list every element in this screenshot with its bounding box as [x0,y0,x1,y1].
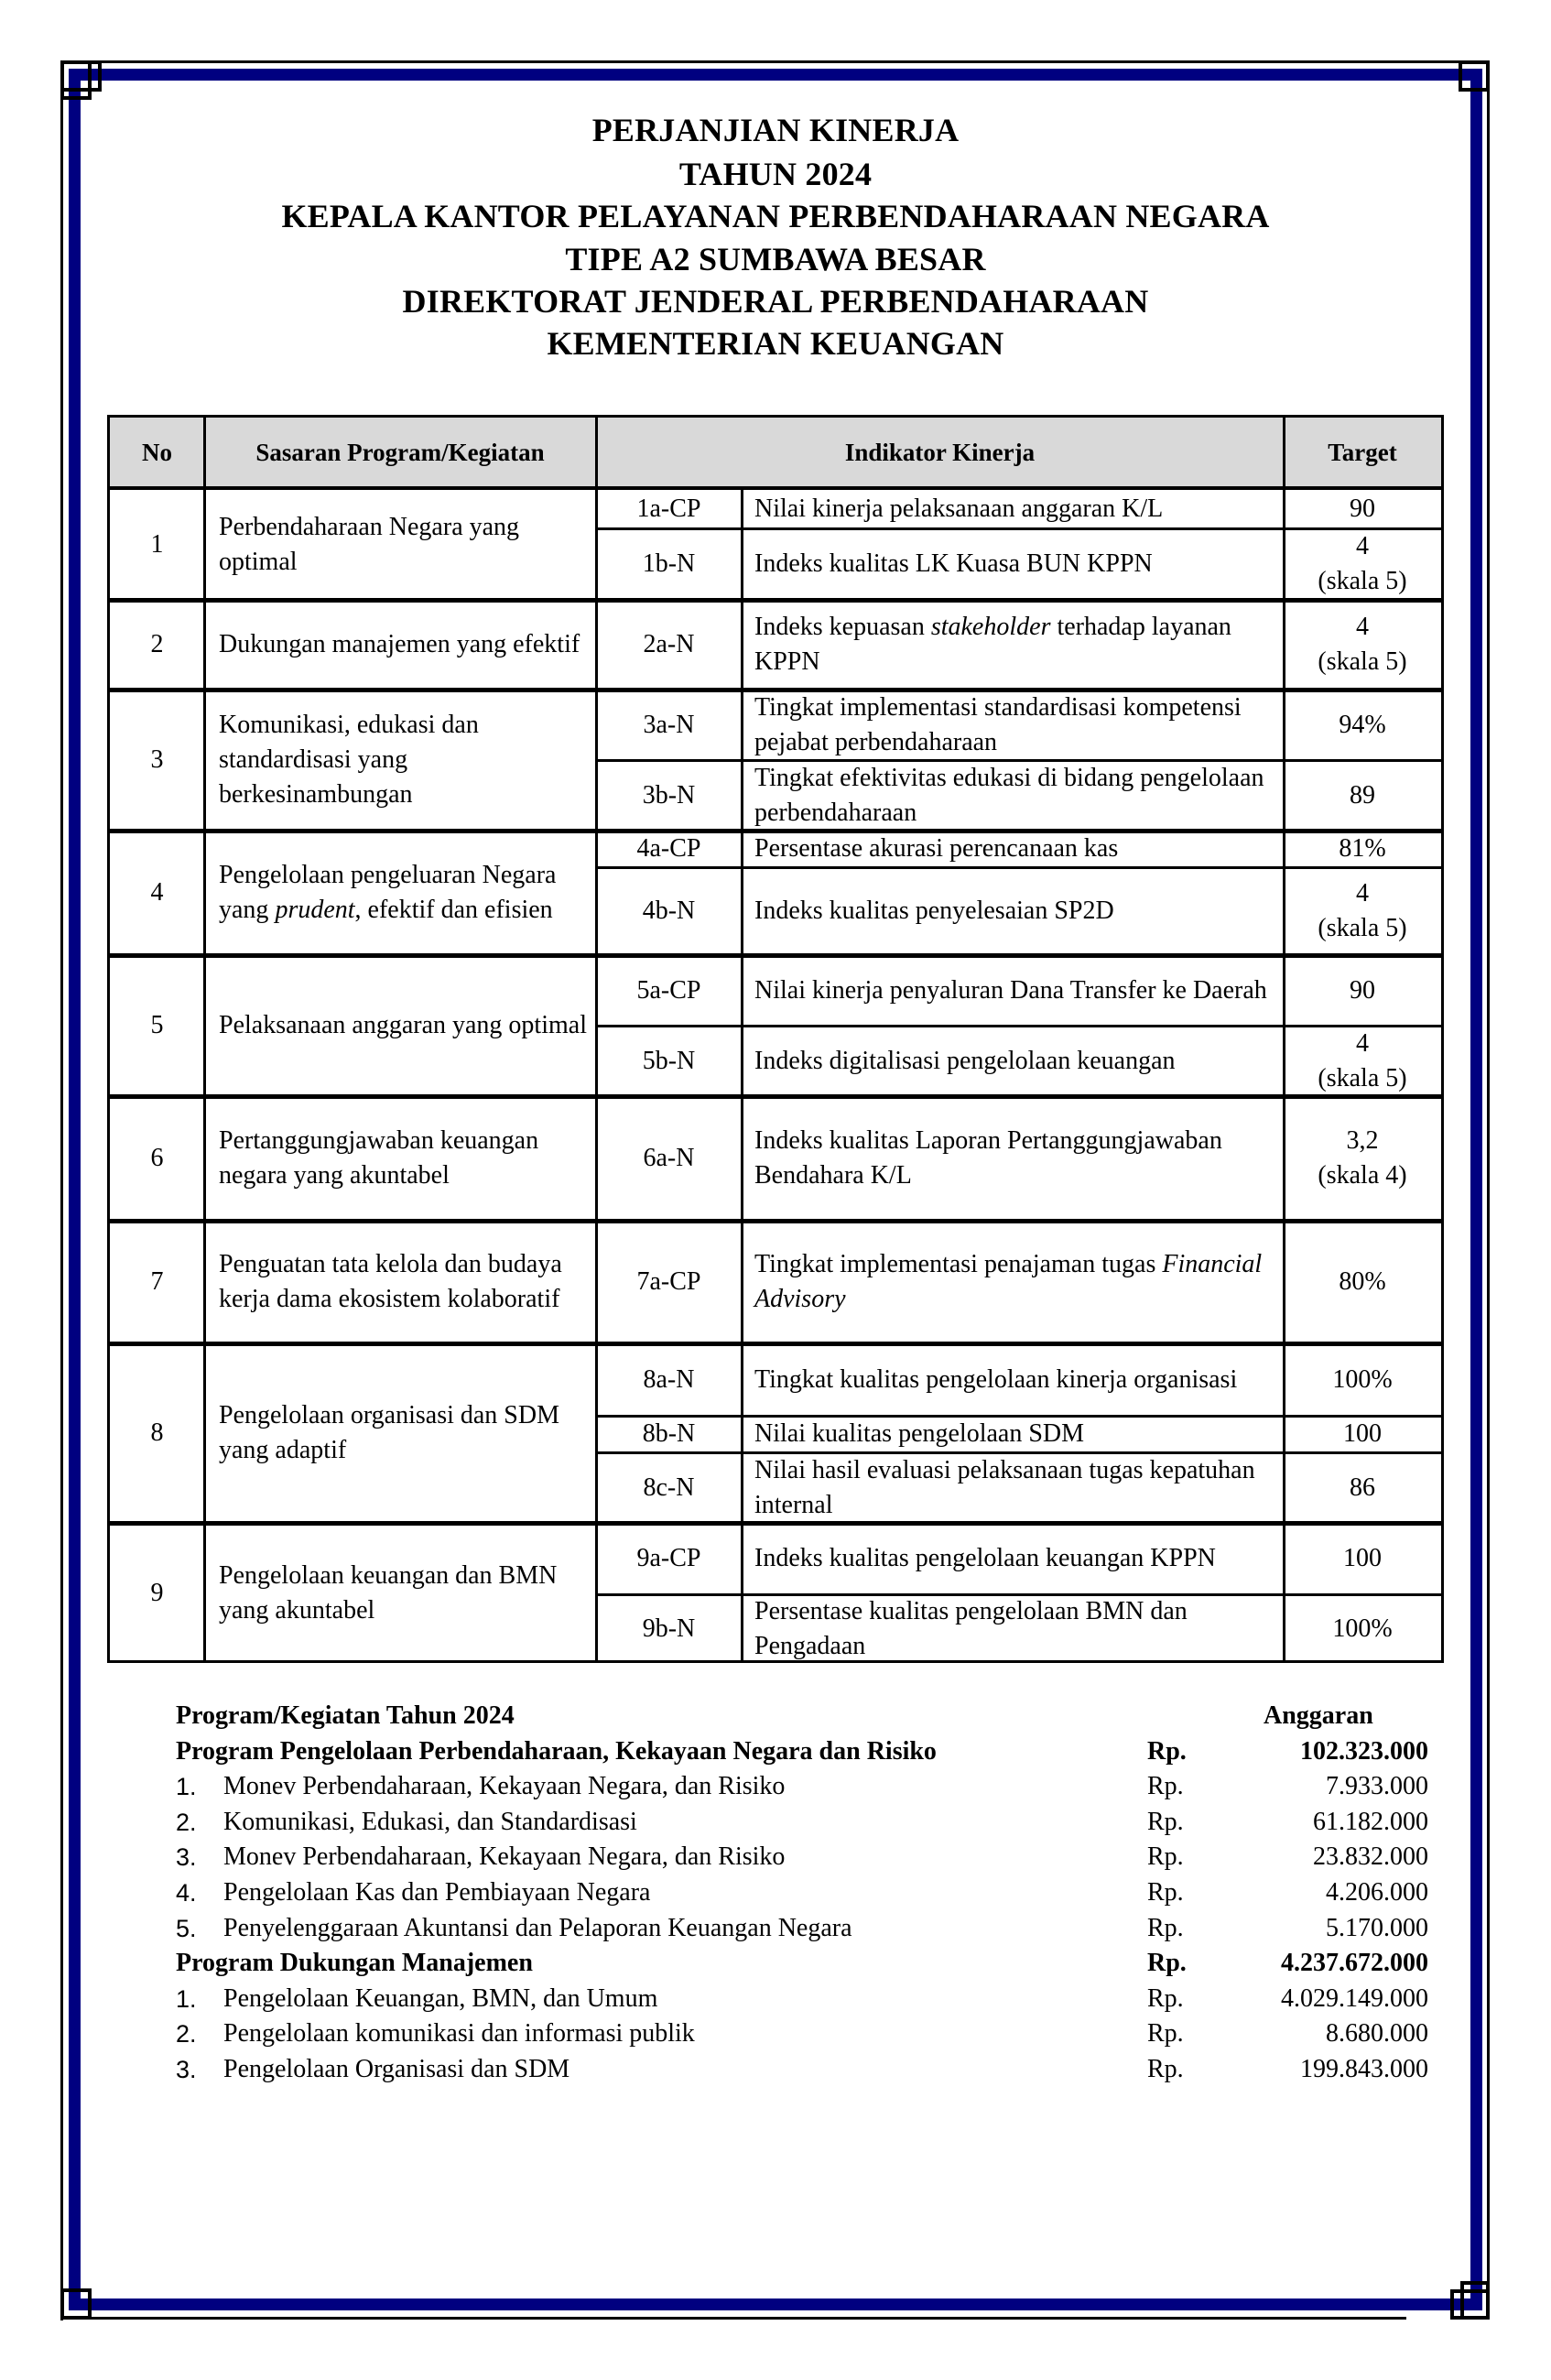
target-value: 89 [1350,780,1375,810]
target-scale-note: (skala 5) [1318,914,1407,942]
currency-label: Rp. [1147,1878,1184,1907]
activity-name: Pengelolaan Kas dan Pembiayaan Negara [223,1878,651,1907]
target-cell [1284,760,1441,831]
indicator-text-part: Tingkat implementasi penajaman tugas [754,1250,1163,1278]
column-header-sasaran: Sasaran Program/Kegiatan [255,438,545,466]
sasaran-cell [204,690,596,831]
indicator-text: Nilai hasil evaluasi pelaksanaan tugas kepatuhan internal [754,1455,1255,1519]
sasaran-text: Pertanggungjawaban keuangan negara yang akuntabel [219,1126,539,1190]
target-cell [1284,490,1441,528]
table-header-row [110,418,1441,490]
corner-ornament-top-left-c [60,89,92,100]
indicator-text-cell [742,690,1284,760]
activity-number: 4. [176,1879,197,1907]
target-cell [1284,1416,1441,1452]
corner-ornament-bottom-right-b [1450,2289,1463,2320]
sasaran-text: Pengelolaan organisasi dan SDM yang adaptif [219,1401,559,1464]
budget-amount: 8.680.000 [1326,2019,1428,2048]
currency-label: Rp. [1147,1949,1187,1977]
sasaran-text: Perbendaharaan Negara yang optimal [219,513,520,576]
target-cell [1284,831,1441,867]
column-header-target: Target [1328,438,1397,466]
column-divider [595,418,598,1663]
indicator-text [754,610,1276,679]
target-value: 90 [1350,494,1375,523]
currency-label: Rp. [1147,1737,1187,1766]
budget-amount: 5.170.000 [1326,1914,1428,1942]
indicator-text-cell [742,1343,1284,1416]
budget-activity-row [176,1840,1430,1875]
currency-label: Rp. [1147,1772,1184,1800]
border-navy-right [1470,69,1482,2310]
currency-label: Rp. [1147,2019,1184,2048]
target-scale-note: (skala 5) [1318,1063,1407,1092]
indicator-text-cell [742,528,1284,600]
currency-label: Rp. [1147,2055,1184,2083]
title-line-3: KEPALA KANTOR PELAYANAN PERBENDAHARAAN NEGARA [281,198,1270,234]
target-value: 4 [1356,1028,1369,1058]
activity-number: 3. [176,1843,197,1871]
indicator-text: Indeks kualitas penyelesaian SP2D [754,897,1114,925]
target-scale-note: (skala 4) [1318,1161,1407,1190]
budget-amount: 4.206.000 [1326,1878,1428,1907]
title-line-2: TAHUN 2024 [678,156,873,192]
border-bottom-line [60,2317,1406,2320]
target-value: 4 [1356,532,1369,560]
indicator-text-cell [742,1026,1284,1096]
program-name: Program Pengelolaan Perbendaharaan, Kekayaan Negara dan Risiko [176,1737,937,1766]
budget-amount-heading: Anggaran [1264,1701,1373,1730]
sasaran-cell [204,1523,596,1663]
indicator-text: Tingkat kualitas pengelolaan kinerja organisasi [754,1364,1238,1394]
indicator-code: 1a-CP [636,494,701,523]
activity-name: Monev Perbendaharaan, Kekayaan Negara, dan Risiko [223,1842,786,1871]
column-header-indikator: Indikator Kinerja [844,438,1036,466]
indicator-text: Indeks kualitas LK Kuasa BUN KPPN [754,549,1153,578]
target-cell [1284,690,1441,760]
sasaran-text: Pengelolaan keuangan dan BMN yang akuntabel [219,1560,558,1625]
title-line-1: PERJANJIAN KINERJA [591,112,960,148]
indicator-code: 9a-CP [636,1544,701,1572]
indicator-code: 8a-N [643,1364,695,1394]
column-divider [741,490,743,1663]
indicator-code: 2a-N [643,630,695,658]
activity-name: Pengelolaan komunikasi dan informasi publik [223,2019,695,2048]
sasaran-text [219,858,587,928]
target-cell [1284,1594,1441,1663]
target-value: 90 [1350,975,1375,1005]
indicator-code: 3a-N [643,710,695,739]
column-divider [203,418,206,1663]
indicator-text-cell [742,1452,1284,1523]
activity-number: 2. [176,2020,197,2048]
title-line-4: TIPE A2 SUMBAWA BESAR [565,241,986,277]
sasaran-cell [204,831,596,955]
indicator-text-cell [742,831,1284,867]
indicator-code: 3b-N [642,780,696,810]
budget-amount: 102.323.000 [1300,1737,1428,1766]
row-number: 9 [150,1578,164,1607]
indicator-text: Indeks digitalisasi pengelolaan keuangan [754,1046,1176,1075]
budget-heading: Program/Kegiatan Tahun 2024 [176,1701,515,1730]
indicator-text-part: Indeks kepuasan [754,613,931,641]
target-value: 81% [1339,834,1386,863]
indicator-code: 8c-N [643,1473,695,1502]
indicator-text-cell [742,1523,1284,1594]
indicator-text-italic: Financial Advisory [754,1250,1263,1313]
target-value: 4 [1356,879,1369,907]
currency-label: Rp. [1147,1842,1184,1871]
target-cell [1284,1221,1441,1343]
row-number: 8 [150,1418,164,1447]
indicator-text-cell [742,955,1284,1026]
indicator-text-part: terhadap layanan KPPN [754,613,1231,676]
indicator-text-cell [742,1096,1284,1221]
indicator-text-italic: stakeholder [930,613,1051,641]
indicator-text: Nilai kinerja pelaksanaan anggaran K/L [754,494,1164,523]
sasaran-cell [204,1221,596,1343]
budget-amount: 7.933.000 [1326,1772,1428,1800]
activity-name: Pengelolaan Keuangan, BMN, dan Umum [223,1984,658,2013]
target-cell [1284,867,1441,955]
target-value: 100% [1332,1364,1393,1394]
target-value: 100 [1343,1544,1382,1572]
indicator-code: 7a-CP [636,1267,701,1296]
target-value: 94% [1339,710,1386,739]
budget-activity-row [176,1911,1430,1946]
target-scale-note: (skala 5) [1318,567,1407,595]
target-cell [1284,1452,1441,1523]
sasaran-cell [204,600,596,690]
indicator-text: Nilai kinerja penyaluran Dana Transfer ke Daerah [754,975,1267,1005]
indicator-code: 4a-CP [636,834,701,863]
row-number: 1 [150,530,164,559]
sasaran-text-italic: prudent [275,896,355,924]
corner-ornament-top-left-b [89,60,102,92]
activity-name: Pengelolaan Organisasi dan SDM [223,2055,570,2083]
target-cell [1284,1523,1441,1594]
border-navy-bottom [69,2298,1482,2310]
row-number: 2 [150,630,164,658]
indicator-code: 5a-CP [636,975,701,1005]
activity-number: 5. [176,1915,197,1942]
sasaran-cell [204,1096,596,1221]
budget-amount: 23.832.000 [1313,1842,1428,1871]
indicator-text: Indeks kualitas pengelolaan keuangan KPPN [754,1544,1216,1572]
corner-ornament-top-right [1459,60,1490,92]
budget-activity-row [176,2016,1430,2051]
target-cell [1284,1343,1441,1416]
target-cell [1284,955,1441,1026]
target-cell [1284,600,1441,690]
sasaran-cell [204,1343,596,1523]
activity-number: 3. [176,2056,197,2083]
indicator-code: 1b-N [642,549,696,578]
corner-ornament-bottom-left [60,2288,92,2320]
budget-program-row [176,1734,1430,1769]
target-cell [1284,1026,1441,1096]
indicator-text: Tingkat efektivitas edukasi di bidang pengelolaan perbendaharaan [754,763,1264,827]
budget-activity-row [176,2052,1430,2087]
target-cell [1284,1096,1441,1221]
border-navy-left [69,69,81,2310]
border-right-line-lower [1487,60,1490,2282]
budget-header-row [176,1699,1430,1733]
row-number: 4 [150,878,164,907]
indicator-text [754,1247,1276,1317]
sasaran-text-part: Pengelolaan pengeluaran Negara yang [219,861,557,924]
indicator-text: Tingkat implementasi standardisasi kompetensi pejabat perbendaharaan [754,692,1242,756]
indicator-text: Persentase akurasi perencanaan kas [754,834,1119,863]
sasaran-cell [204,490,596,600]
budget-amount: 4.237.672.000 [1281,1949,1428,1977]
budget-amount: 199.843.000 [1300,2055,1428,2083]
activity-number: 1. [176,1985,197,2013]
corner-ornament-bottom-right-c [1460,2281,1490,2292]
sasaran-cell [204,955,596,1096]
row-number: 7 [150,1267,164,1296]
border-navy-top [69,69,1482,81]
column-header-no: No [142,438,172,466]
corner-ornament-bottom-right-a [1460,2289,1490,2320]
activity-name: Komunikasi, Edukasi, dan Standardisasi [223,1808,637,1836]
title-line-5: DIREKTORAT JENDERAL PERBENDAHARAAN [402,283,1149,320]
row-number: 5 [150,1011,164,1039]
budget-activity-row [176,1769,1430,1804]
program-name: Program Dukungan Manajemen [176,1949,533,1977]
budget-amount: 4.029.149.000 [1281,1984,1428,2013]
target-value: 100% [1332,1614,1393,1643]
budget-program-row [176,1946,1430,1981]
target-value: 4 [1356,613,1369,641]
budget-amount: 61.182.000 [1313,1808,1428,1836]
target-value: 80% [1339,1267,1386,1296]
column-divider [1283,418,1285,1663]
indicator-text-cell [742,1221,1284,1343]
indicator-text: Indeks kualitas Laporan Pertanggungjawaban Bendahara K/L [754,1126,1222,1190]
indicator-text: Nilai kualitas pengelolaan SDM [754,1419,1085,1448]
indicator-text-cell [742,760,1284,831]
border-top-line [99,60,1490,63]
currency-label: Rp. [1147,1914,1184,1942]
target-value: 100 [1343,1419,1382,1448]
target-value: 86 [1350,1473,1375,1502]
indicator-code: 5b-N [642,1046,696,1075]
sasaran-text: Penguatan tata kelola dan budaya kerja dama ekosistem kolaboratif [219,1250,562,1313]
target-value: 3,2 [1346,1126,1379,1155]
budget-activity-row [176,1982,1430,2016]
row-number: 3 [150,745,164,774]
indicator-text-cell [742,1594,1284,1663]
indicator-text-cell [742,600,1284,690]
activity-name: Penyelenggaraan Akuntansi dan Pelaporan Keuangan Negara [223,1914,852,1942]
target-cell [1284,528,1441,600]
sasaran-text: Pelaksanaan anggaran yang optimal [219,1011,587,1039]
activity-number: 1. [176,1773,197,1800]
indicator-code: 4b-N [642,897,696,925]
activity-number: 2. [176,1809,197,1836]
sasaran-text-part: , efektif dan efisien [354,896,553,924]
budget-activity-row [176,1875,1430,1910]
target-scale-note: (skala 5) [1318,647,1407,676]
row-number: 6 [150,1144,164,1172]
budget-activity-row [176,1805,1430,1840]
sasaran-text: Dukungan manajemen yang efektif [219,630,580,658]
border-left-line [60,97,63,2320]
sasaran-text: Komunikasi, edukasi dan standardisasi yang berkesinambungan [219,711,479,809]
indicator-code: 8b-N [642,1419,696,1448]
performance-table [107,415,1444,1663]
title-line-6: KEMENTERIAN KEUANGAN [547,325,1004,362]
indicator-text-cell [742,867,1284,955]
currency-label: Rp. [1147,1984,1184,2013]
indicator-text-cell [742,1416,1284,1452]
activity-name: Monev Perbendaharaan, Kekayaan Negara, dan Risiko [223,1772,786,1800]
corner-ornament-top-left-a [60,60,92,92]
indicator-code: 9b-N [642,1614,696,1643]
indicator-text: Persentase kualitas pengelolaan BMN dan Pengadaan [754,1596,1188,1660]
currency-label: Rp. [1147,1808,1184,1836]
indicator-code: 6a-N [643,1144,695,1172]
indicator-text-cell [742,490,1284,528]
